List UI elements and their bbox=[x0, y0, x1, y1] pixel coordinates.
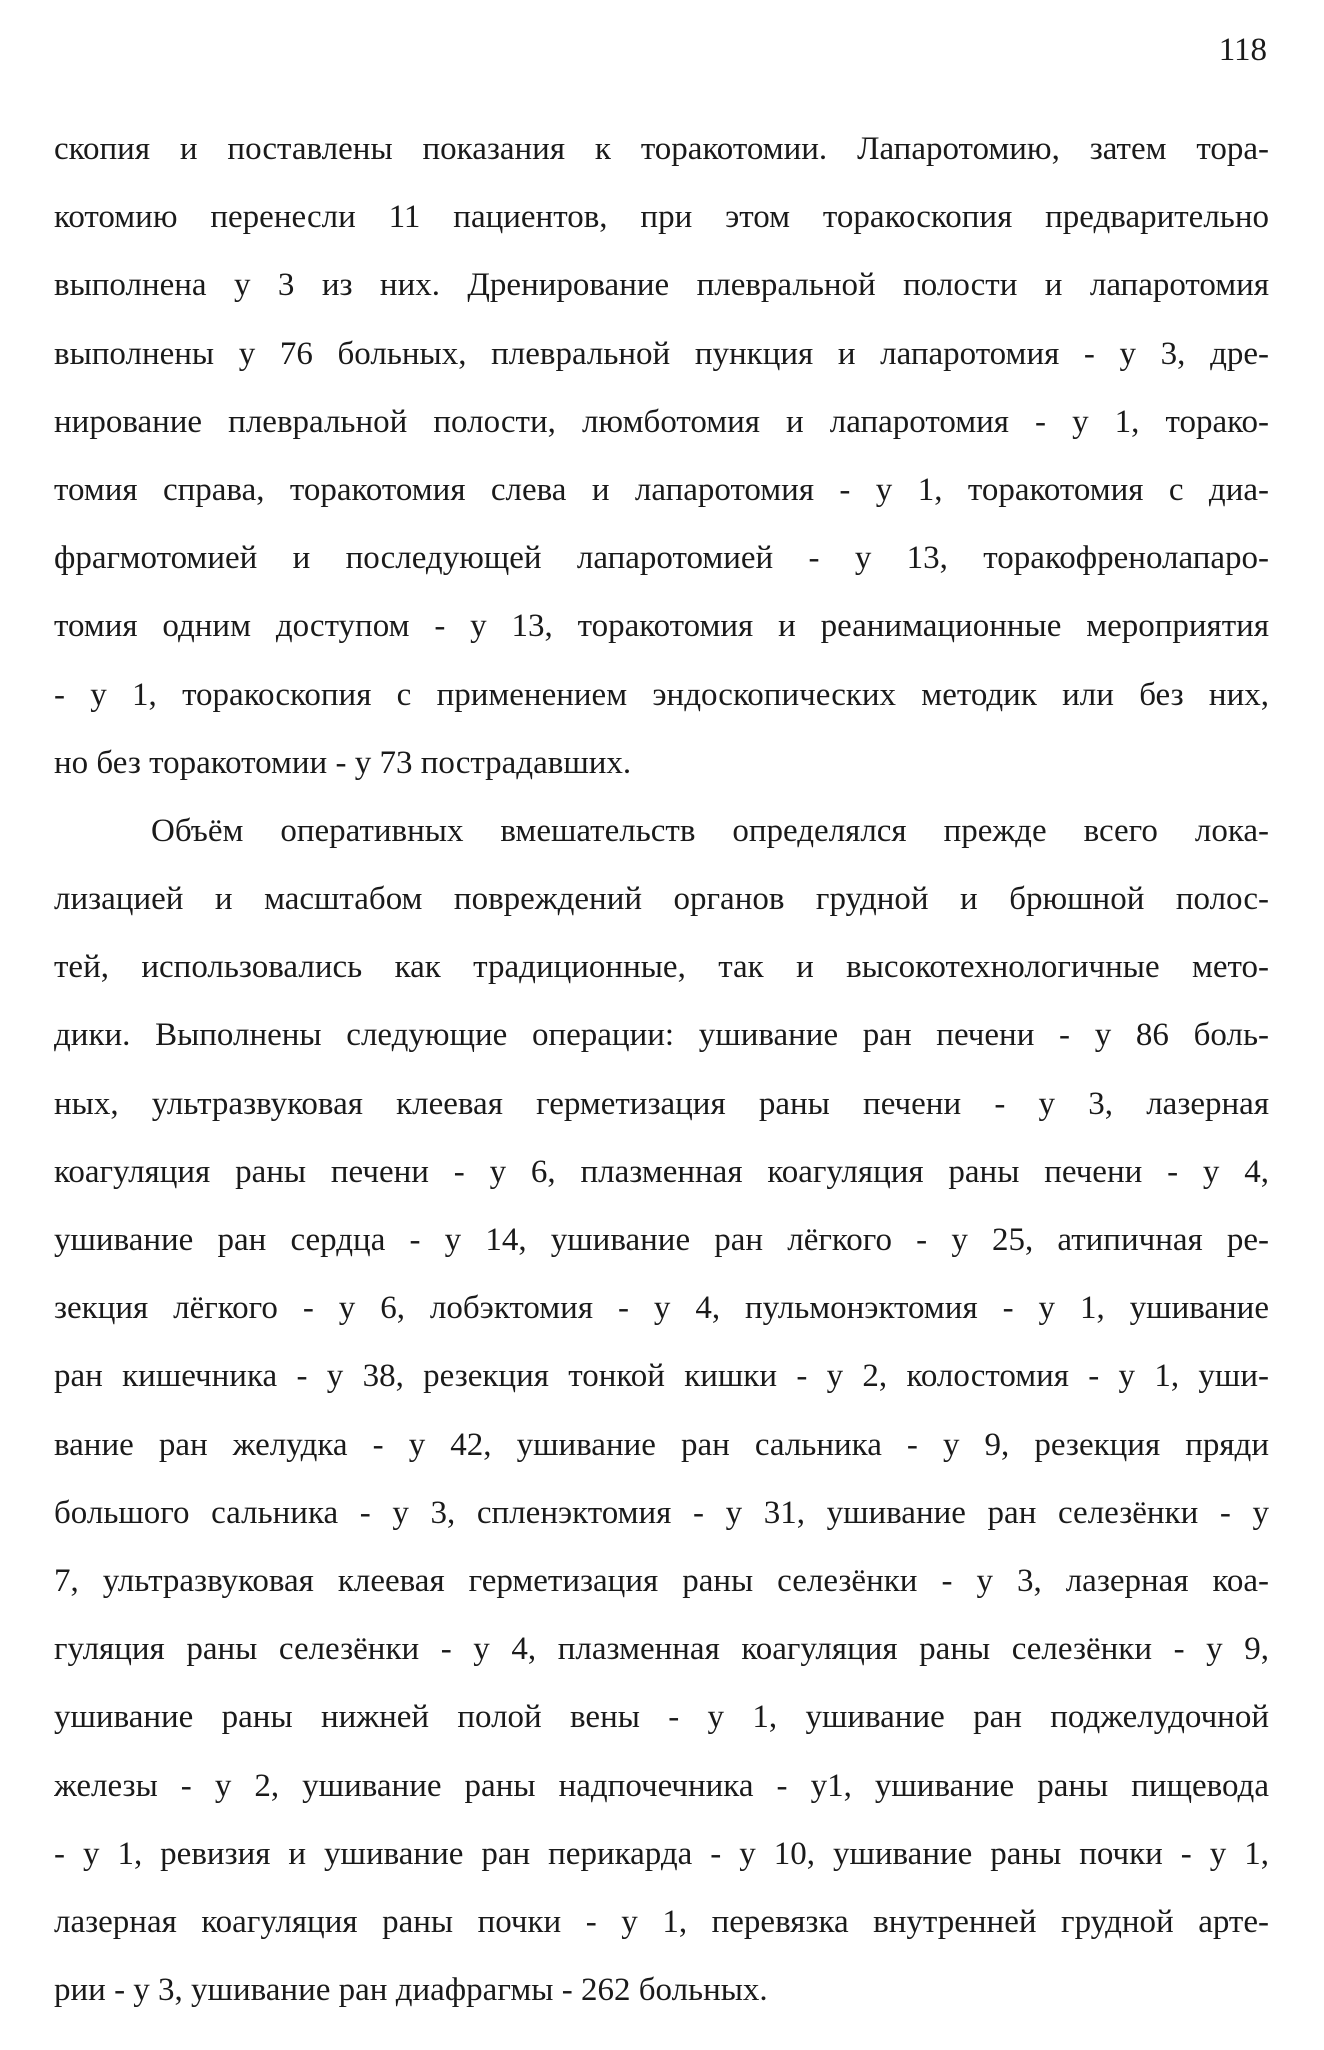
text-line: ран кишечника - у 38, резекция тонкой кишки - у 2, колостомия - у 1, уши- bbox=[54, 1358, 1269, 1395]
body-text bbox=[54, 115, 1269, 2024]
text-line: - у 1, ревизия и ушивание ран перикарда - у 10, ушивание раны почки - у 1, bbox=[54, 1835, 1269, 1872]
text-line: ушивание ран сердца - у 14, ушивание ран лёгкого - у 25, атипичная ре- bbox=[54, 1222, 1269, 1258]
text-line: но без торакотомии - у 73 пострадавших. bbox=[54, 744, 632, 781]
text-line: зекция лёгкого - у 6, лобэктомия - у 4, пульмонэктомия - у 1, ушивание bbox=[54, 1290, 1269, 1327]
paragraph-2 bbox=[54, 797, 1269, 2024]
text-line: вание ран желудка - у 42, ушивание ран сальника - у 9, резекция пряди bbox=[54, 1426, 1269, 1463]
text-line: томия справа, торакотомия слева и лапаротомия - у 1, торакотомия с диа- bbox=[54, 471, 1269, 508]
page-number: 118 bbox=[1218, 32, 1267, 68]
text-line: рии - у 3, ушивание ран диафрагмы - 262 больных. bbox=[54, 1972, 768, 2009]
text-line: железы - у 2, ушивание раны надпочечника - у1, ушивание раны пищевода bbox=[54, 1767, 1269, 1804]
text-line: дики. Выполнены следующие операции: ушивание ран печени - у 86 боль- bbox=[54, 1017, 1269, 1054]
text-line: 7, ультразвуковая клеевая герметизация раны селезёнки - у 3, лазерная коа- bbox=[54, 1562, 1269, 1599]
text-line: ных, ультразвуковая клеевая герметизация раны печени - у 3, лазерная bbox=[54, 1085, 1269, 1122]
text-line: нирование плевральной полости, люмботомия и лапаротомия - у 1, торако- bbox=[54, 403, 1269, 440]
text-line: ушивание раны нижней полой вены - у 1, ушивание ран поджелудочной bbox=[54, 1699, 1269, 1736]
text-line: коагуляция раны печени - у 6, плазменная коагуляция раны печени - у 4, bbox=[54, 1153, 1269, 1190]
text-line: лизацией и масштабом повреждений органов грудной и брюшной полос- bbox=[54, 881, 1269, 918]
text-line: выполнены у 76 больных, плевральной пункция и лапаротомия - у 3, дре- bbox=[54, 335, 1269, 372]
text-line: гуляция раны селезёнки - у 4, плазменная коагуляция раны селезёнки - у 9, bbox=[54, 1631, 1269, 1668]
text-line: выполнена у 3 из них. Дренирование плевральной полости и лапаротомия bbox=[54, 267, 1269, 304]
text-line: тей, использовались как традиционные, так и высокотехнологичные мето- bbox=[54, 949, 1269, 986]
text-line: скопия и поставлены показания к торакотомии. Лапаротомию, затем тора- bbox=[54, 131, 1269, 167]
text-line: лазерная коагуляция раны почки - у 1, перевязка внутренней грудной арте- bbox=[54, 1903, 1269, 1940]
text-line: томия одним доступом - у 13, торакотомия и реанимационные мероприятия bbox=[54, 608, 1269, 645]
text-line: фрагмотомией и последующей лапаротомией - у 13, торакофренолапаро- bbox=[54, 540, 1269, 577]
paragraph-1 bbox=[54, 115, 1269, 797]
text-line: котомию перенесли 11 пациентов, при этом торакоскопия предварительно bbox=[54, 199, 1269, 236]
text-line: Объём оперативных вмешательств определялся прежде всего лока- bbox=[151, 812, 1269, 849]
text-line: большого сальника - у 3, спленэктомия - у 31, ушивание ран селезёнки - у bbox=[54, 1494, 1269, 1531]
text-line: - у 1, торакоскопия с применением эндоскопических методик или без них, bbox=[54, 676, 1269, 713]
